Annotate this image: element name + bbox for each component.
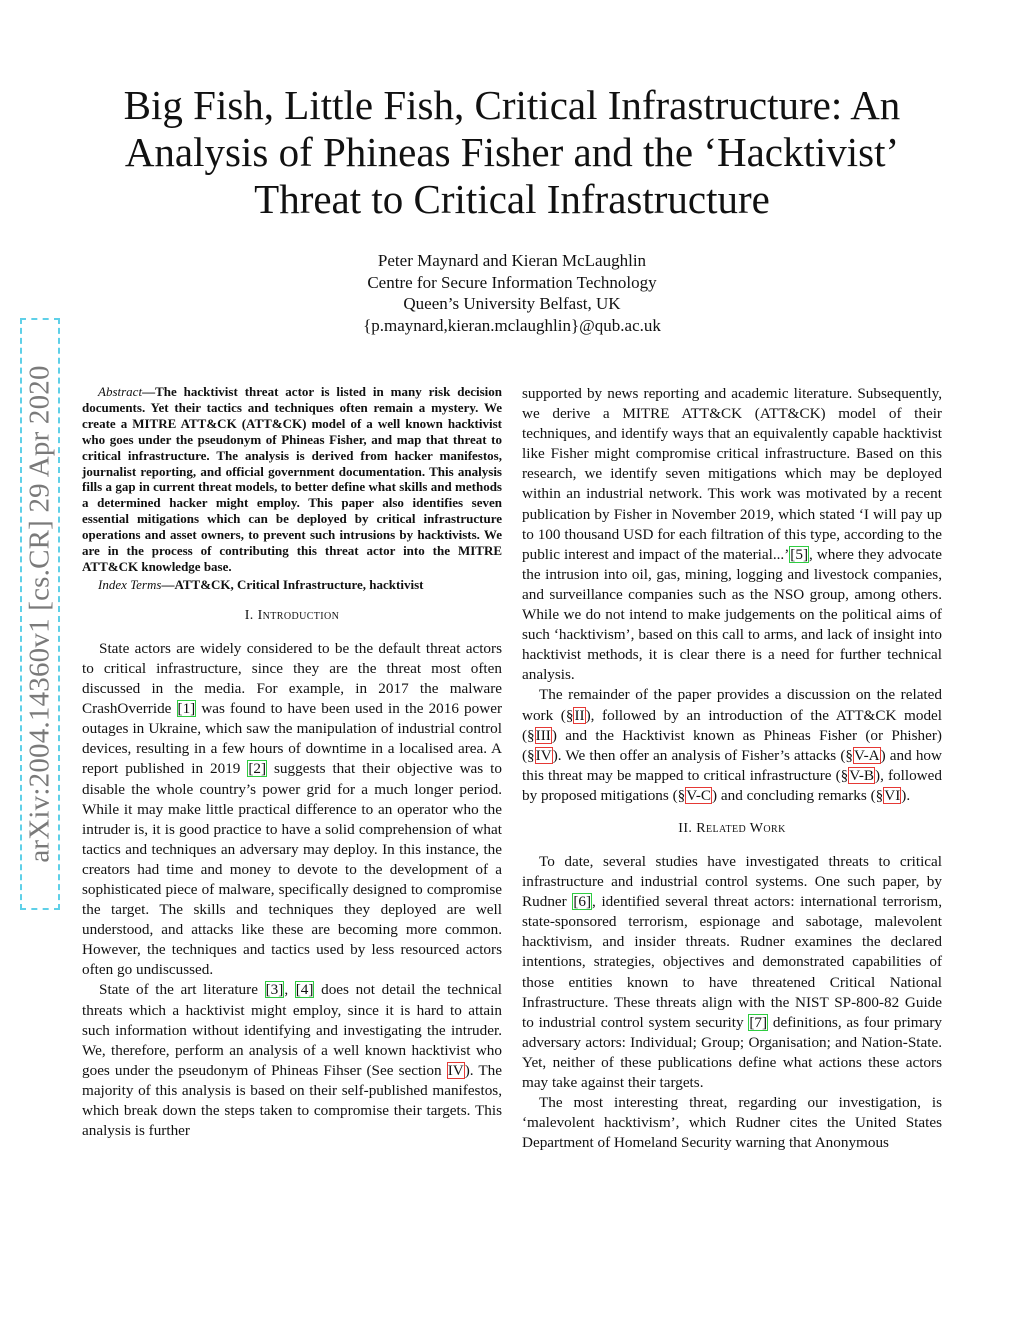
- continued-paragraph: [522, 384, 942, 685]
- index-terms: [82, 577, 502, 593]
- text-run: The remainder of the paper provides a discussion on the related work (§: [522, 686, 942, 724]
- text-run: suggests that their objective was to disable the whole country’s power grid for a much longer period. While it may make little practical difference to an operator who the intruder is, it is good practice to have a solid comprehension of what tactics and techniques an adversary may deploy. In this instance, the creators had time and money to devote to the development of a sophisticated piece of malware, specifically designed to compromise the target. The skills and techniques they deployed are well understood, and attacks like these are becoming more common. However, the techniques and tactics used by less resourced actors often go undiscussed.: [82, 760, 502, 979]
- citation-link[interactable]: [3]: [265, 981, 284, 999]
- author-affiliation: Centre for Secure Information Technology: [367, 272, 657, 292]
- outline-paragraph: [522, 685, 942, 806]
- text-run: definitions, as four primary adversary actors: Individual; Group; Organisation; and Nation-State. Yet, neither of these publications define what actions these actors may take against their targets.: [522, 1013, 943, 1091]
- text-run: State of the art literature: [99, 981, 265, 999]
- citation-link[interactable]: [6]: [573, 893, 592, 911]
- section-link[interactable]: V-B: [849, 766, 875, 784]
- text-run: ) and the Hacktivist known as Phineas Fisher (or Phisher) (§: [522, 726, 942, 764]
- citation-link[interactable]: [7]: [749, 1013, 768, 1031]
- section-link[interactable]: VI: [884, 786, 901, 804]
- abstract: [82, 384, 502, 575]
- author-block: [82, 250, 942, 336]
- title-line: Analysis of Phineas Fisher and the ‘Hacktivist’: [124, 129, 900, 175]
- text-run: ). The majority of this analysis is based on their self-published manifestos, which break down the steps taken to compromise their targets. This analysis is further: [82, 1061, 502, 1140]
- citation-link[interactable]: [4]: [295, 981, 314, 999]
- intro-paragraph-2: [82, 980, 502, 1141]
- arxiv-stamp: [20, 318, 60, 910]
- author-university: Queen’s University Belfast, UK: [403, 294, 621, 313]
- text-run: ), followed by proposed mitigations (§: [522, 766, 942, 804]
- intro-paragraph-1: [82, 639, 502, 981]
- title-line: Big Fish, Little Fish, Critical Infrastructure: An: [123, 82, 901, 128]
- text-run: , where they advocate the intrusion into oil, gas, mining, logging and livestock companies, and surveillance companies such as the NSO group, among others. While we do not intend to make judgements on the political aims of such ‘hacktivism’, based on this call to arms, and lack of insight into hacktivist methods, it is clear there is a need for further technical analysis.: [522, 545, 943, 684]
- author-names: Peter Maynard and Kieran McLaughlin: [377, 251, 647, 270]
- section-link[interactable]: V-C: [686, 786, 712, 804]
- citation-link[interactable]: [1]: [177, 700, 196, 718]
- paper-title: [82, 82, 942, 223]
- citation-link[interactable]: [2]: [248, 760, 267, 778]
- index-terms-label: Index Terms: [98, 576, 162, 592]
- text-run: ).: [901, 786, 911, 804]
- text-run: was found to have been used in the 2016 power outages in Ukraine, which saw the manipulation of industrial control devices, resulting in a few hours of downtime in a localised area. A report published in 2019: [82, 700, 502, 778]
- section-link[interactable]: II: [574, 706, 585, 724]
- section-link[interactable]: V-A: [854, 746, 880, 764]
- abstract-text: —The hacktivist threat actor is listed in many risk decision documents. Yet their tactics and techniques often remain a mystery. We create a MITRE ATT&CK (ATT&CK) model of a well known hacktivist who goes under the pseudonym of Phineas Fisher, and map that threat to critical infrastructure. The analysis is derived from hacker manifestos, journalist reporting, and official government documentation. This analysis fills a gap in current threat models, to better define what skills and methods a determined hacker might employ. This paper also identifies seven essential mitigations which can be deployed by critical infrastructure operations and asset owners, to prevent such intrusions by hacktivists. We are in the process of contributing this threat actor into the MITRE ATT&CK knowledge base.: [82, 384, 502, 574]
- related-work-paragraph-1: [522, 852, 942, 1093]
- section-heading-related-work: II. Related Work: [678, 820, 786, 836]
- text-run: State actors are widely considered to be the default threat actors to critical infrastructure, since they are the threat most often discussed in the media. For example, in 2017 the malware CrashOverride: [82, 639, 502, 718]
- text-run: ) and how this threat may be mapped to critical infrastructure (§: [522, 746, 942, 784]
- left-column: [82, 384, 502, 1141]
- text-run: does not detail the technical threats which a hacktivist might employ, since it is hard to attain such information without identifying and investigating the intruder. We, therefore, perform an analysis of a well known hacktivist who goes under the pseudonym of Phineas Fihser (See section: [82, 981, 502, 1079]
- text-run: ,: [284, 981, 295, 999]
- arxiv-stamp-text: arXiv:2004.14360v1 [cs.CR] 29 Apr 2020: [23, 365, 56, 863]
- text-run: To date, several studies have investigated threats to critical infrastructure and industrial control systems. One such paper, by Rudner: [522, 852, 942, 911]
- author-emails: {p.maynard,kieran.mclaughlin}@qub.ac.uk: [363, 315, 661, 335]
- right-column: [522, 384, 942, 1153]
- section-link[interactable]: III: [535, 726, 551, 744]
- related-work-paragraph-2: The most interesting threat, regarding our investigation, is ‘malevolent hacktivism’, which Rudner cites the United States Department of Homeland Security warning that Anonymous: [522, 1094, 942, 1152]
- section-heading-introduction: I. Introduction: [244, 607, 340, 623]
- abstract-label: Abstract: [98, 384, 143, 399]
- section-link[interactable]: IV: [447, 1061, 464, 1079]
- citation-link[interactable]: [5]: [790, 545, 809, 563]
- index-terms-text: —ATT&CK, Critical Infrastructure, hacktivist: [161, 576, 424, 592]
- section-link[interactable]: IV: [535, 746, 552, 764]
- text-run: ) and concluding remarks (§: [712, 786, 884, 804]
- text-run: ). We then offer an analysis of Fisher’s attacks (§: [552, 746, 853, 764]
- title-line: Threat to Critical Infrastructure: [254, 176, 770, 222]
- text-run: , identified several threat actors: international terrorism, state-sponsored terrorism, espionage and sabotage, malevolent hacktivism, and insider threats. Rudner examines the declared intentions, strategies, objectives and demonstrated capabilities of those entities known to have threatened Critical National Infrastructure. These threats align with the NIST SP-800-82 Guide to industrial control system security: [522, 893, 942, 1031]
- text-run: ), followed by an introduction of the ATT&CK model (§: [522, 706, 942, 744]
- text-run: supported by news reporting and academic literature. Subsequently, we derive a MITRE ATT&CK (ATT&CK) model of their techniques, and identify ways that an equivalently capable hacktivist like Fisher might compromise critical infrastructure. Based on this research, we identify seven mitigations which may be deployed within an industrial network. This work was motivated by a recent publication by Fisher in November 2019, which stated ‘I will pay up to 100 thousand USD for each filtration of this type, according to the public interest and impact of the material...’: [522, 385, 942, 563]
